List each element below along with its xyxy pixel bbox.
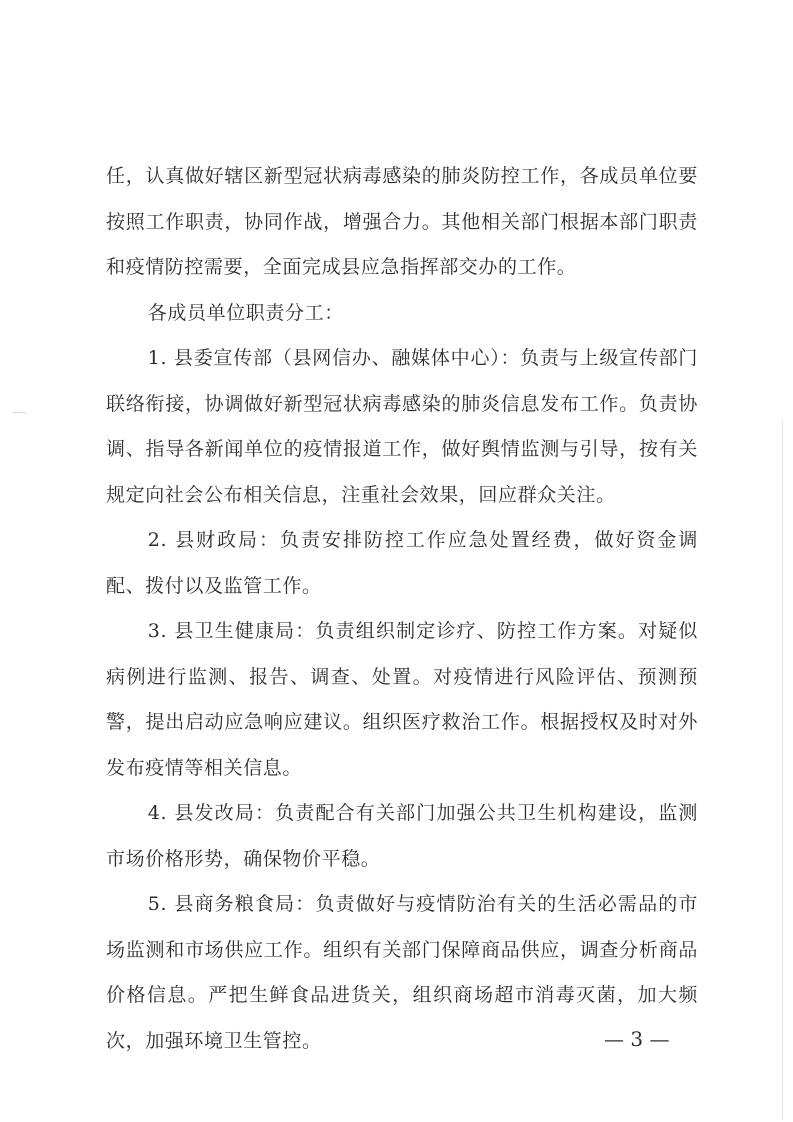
paragraph-heading-duties: 各成员单位职责分工： xyxy=(147,301,344,324)
document-body xyxy=(106,154,698,1064)
scan-edge-line xyxy=(782,420,783,1120)
paragraph-item-4: 4. 县发改局：负责配合有关部门加强公共卫生机构建设，监测市场价格形势，确保物价平稳。 xyxy=(106,802,698,870)
scan-mark xyxy=(12,412,26,413)
paragraph-item-2: 2. 县财政局：负责安排防控工作应急处置经费，做好资金调配、拨付以及监管工作。 xyxy=(106,529,698,597)
page-number: — 3 — xyxy=(604,1027,670,1051)
paragraph-continuation: 任，认真做好辖区新型冠状病毒感染的肺炎防控工作，各成员单位要按照工作职责，协同作战，增强合力。其他相关部门根据本部门职责和疫情防控需要，全面完成县应急指挥部交办的工作。 xyxy=(106,165,698,278)
paragraph-item-1: 1. 县委宣传部（县网信办、融媒体中心）：负责与上级宣传部门联络衔接，协调做好新型冠状病毒感染的肺炎信息发布工作。负责协调、指导各新闻单位的疫情报道工作，做好舆情监测与引导，按有关规定向社会公布相关信息，注重社会效果，回应群众关注。 xyxy=(106,347,698,506)
paragraph-item-5: 5. 县商务粮食局：负责做好与疫情防治有关的生活必需品的市场监测和市场供应工作。组织有关部门保障商品供应，调查分析商品价格信息。严把生鲜食品进货关，组织商场超市消毒灭菌，加大频次，加强环境卫生管控。 xyxy=(106,893,698,1052)
paragraph-item-3: 3. 县卫生健康局：负责组织制定诊疗、防控工作方案。对疑似病例进行监测、报告、调查、处置。对疫情进行风险评估、预测预警，提出启动应急响应建议。组织医疗救治工作。根据授权及时对外发布疫情等相关信息。 xyxy=(106,620,698,779)
